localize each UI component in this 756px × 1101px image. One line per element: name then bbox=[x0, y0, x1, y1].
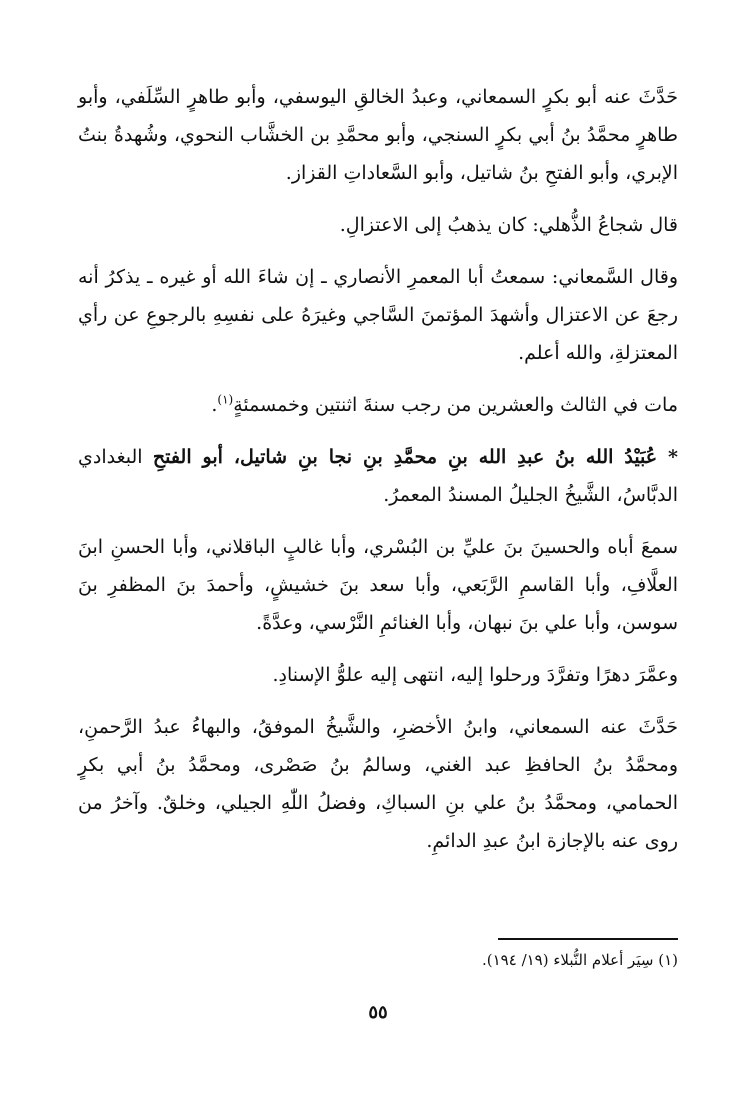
paragraph-death-date bbox=[78, 386, 678, 424]
paragraph-teachers: سمعَ أباه والحسينَ بنَ عليِّ بن البُسْري، وأبا غالبٍ الباقلاني، وأبا الحسنِ ابنَ العلَّافِ، وأبا القاسمِ الرَّبَعي، وأبا سعد بنَ خشيشٍ، وأحمدَ بنَ المظفرِ بنَ سوسن، وأبا علي بنَ نبهان، وأبا الغنائمِ النَّرْسي، وعدَّةً. bbox=[78, 536, 678, 634]
entry-name: * عُبَيْدُ الله بنُ عبدِ الله بنِ محمَّدِ بنِ نجا بنِ شاتيل، أبو الفتحِ bbox=[152, 446, 678, 468]
paragraph-narrators: حَدَّثَ عنه أبو بكرٍ السمعاني، وعبدُ الخالقِ اليوسفي، وأبو طاهرٍ السِّلَفي، وأبو طاهرٍ محمَّدُ بنُ أبي بكرٍ السنجي، وأبو محمَّدِ بن الخشَّاب النحوي، وشُهدةُ بنتُ الإبري، وأبو الفتحِ بنُ شاتيل، وأبو السَّعاداتِ القزاز. bbox=[78, 86, 678, 184]
entry-description: البغدادي الدبَّاسُ، الشَّيخُ الجليلُ المسندُ المعمرُ. bbox=[78, 446, 678, 506]
biography-entry-heading bbox=[78, 438, 678, 514]
footnote-divider bbox=[498, 938, 678, 940]
paragraph-samani-quote: وقال السَّمعاني: سمعتُ أبا المعمرِ الأنصاري ـ إن شاءَ الله أو غيره ـ يذكرُ أنه رجعَ عن الاعتزال وأشهدَ المؤتمنَ السَّاجي وغيرَهُ على نفسِهِ بالرجوعِ عن رأي المعتزلةِ، والله أعلم. bbox=[78, 266, 678, 364]
death-date-suffix: . bbox=[211, 394, 218, 416]
paragraph-longevity: وعمَّرَ دهرًا وتفرَّدَ ورحلوا إليه، انتهى إليه علوُّ الإسنادِ. bbox=[272, 664, 678, 686]
paragraph-dhuhli-quote: قال شجاعُ الذُّهلي: كان يذهبُ إلى الاعتزالِ. bbox=[339, 214, 678, 236]
page-body bbox=[78, 78, 678, 874]
death-date-text: مات في الثالث والعشرين من رجب سنةَ اثنتين وخمسمئةٍ bbox=[233, 394, 678, 416]
paragraph-students: حَدَّثَ عنه السمعاني، وابنُ الأخضرِ، والشَّيخُ الموفقُ، والبهاءُ عبدُ الرَّحمنِ، ومحمَّدُ بنُ الحافظِ عبد الغني، وسالمُ بنُ صَصْرى، ومحمَّدُ بنُ أبي بكرٍ الحمامي، ومحمَّدُ بنُ علي بنِ السباكِ، وفضلُ اللّٰهِ الجيلي، وخلقٌ. وآخرُ من روى عنه بالإجازة ابنُ عبدِ الدائمِ. bbox=[78, 716, 678, 852]
footnote-reference[interactable]: (١) bbox=[217, 392, 234, 407]
footnote bbox=[78, 948, 678, 972]
page-number: ٥٥ bbox=[368, 1002, 388, 1023]
footnote-text: سِيَر أعلام النُّبلاء (١٩/ ١٩٤). bbox=[482, 951, 654, 969]
footnote-marker: (١) bbox=[658, 951, 678, 969]
